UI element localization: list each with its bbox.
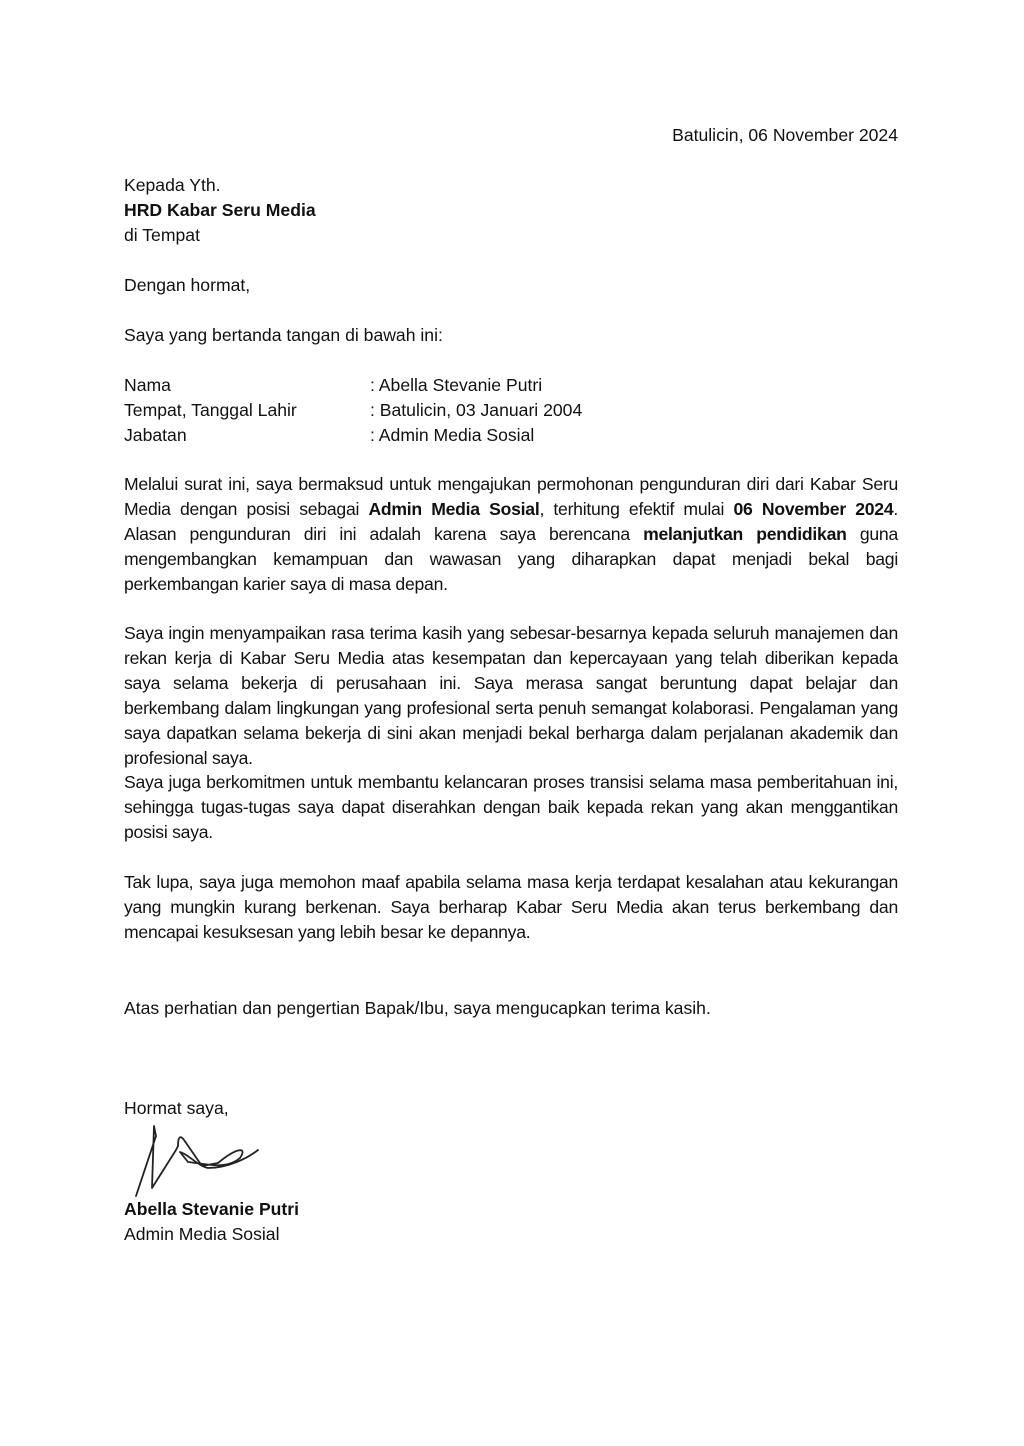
identity-row	[124, 423, 898, 448]
identity-value: : Batulicin, 03 Januari 2004	[370, 399, 583, 420]
identity-label: Jabatan	[124, 424, 187, 445]
bold-reason: melanjutkan pendidikan	[643, 523, 847, 544]
intro-text: Saya yang bertanda tangan di bawah ini:	[124, 325, 443, 345]
recipient-name: HRD Kabar Seru Media	[124, 199, 316, 220]
recipient-block	[124, 173, 898, 248]
paragraph-transition: Saya juga berkomitmen untuk membantu kelancaran proses transisi selama masa pemberitahuan ini, sehingga tugas-tugas saya dapat diserahkan dengan baik kepada rekan yang akan menggantikan posisi saya.	[124, 772, 898, 842]
text: . Alasan pengunduran diri ini adalah karena saya berencana	[124, 498, 899, 544]
signer-name: Abella Stevanie Putri	[124, 1199, 300, 1219]
signoff-closing: Hormat saya,	[124, 1098, 229, 1118]
letter-date: Batulicin, 06 November 2024	[672, 125, 898, 145]
paragraph-resignation	[124, 472, 898, 597]
text: guna mengembangkan kemampuan dan wawasan yang diharapkan dapat menjadi bekal bagi perkembangan karier saya di masa depan.	[124, 523, 898, 594]
signer-title: Admin Media Sosial	[124, 1224, 280, 1244]
signature-image	[128, 1118, 268, 1198]
identity-value: : Abella Stevanie Putri	[370, 375, 543, 395]
text: , terhitung efektif mulai	[539, 498, 734, 519]
identity-label: Nama	[124, 375, 171, 395]
closing-line: Atas perhatian dan pengertian Bapak/Ibu, saya mengucapkan terima kasih.	[124, 998, 711, 1018]
text: Melalui surat ini, saya bermaksud untuk mengajukan permohonan pengunduran diri dari Kabar Seru Media dengan posisi sebagai	[124, 474, 898, 519]
identity-table	[124, 373, 898, 448]
identity-value: : Admin Media Sosial	[370, 424, 535, 445]
recipient-salutation: Kepada Yth.	[124, 175, 221, 195]
greeting: Dengan hormat,	[124, 275, 251, 295]
paragraph-thanks: Saya ingin menyampaikan rasa terima kasih yang sebesar-besarnya kepada seluruh manajemen dan rekan kerja di Kabar Seru Media atas kesempatan dan kepercayaan yang telah diberikan kepada saya selama bekerja di perusahaan ini. Saya merasa sangat beruntung dapat belajar dan berkembang dalam lingkungan yang profesional serta penuh semangat kolaborasi. Pengalaman yang saya dapatkan selama bekerja di sini akan menjadi bekal berharga dalam perjalanan akademik dan profesional saya.	[124, 623, 898, 768]
paragraph-apology: Tak lupa, saya juga memohon maaf apabila selama masa kerja terdapat kesalahan atau kekurangan yang mungkin kurang berkenan. Saya berharap Kabar Seru Media akan terus berkembang dan mencapai kesuksesan yang lebih besar ke depannya.	[124, 872, 898, 942]
bold-date: 06 November 2024	[733, 498, 894, 519]
identity-row	[124, 398, 898, 423]
recipient-place: di Tempat	[124, 224, 200, 245]
bold-position: Admin Media Sosial	[368, 498, 540, 519]
identity-row	[124, 373, 898, 398]
identity-label: Tempat, Tanggal Lahir	[124, 399, 297, 420]
